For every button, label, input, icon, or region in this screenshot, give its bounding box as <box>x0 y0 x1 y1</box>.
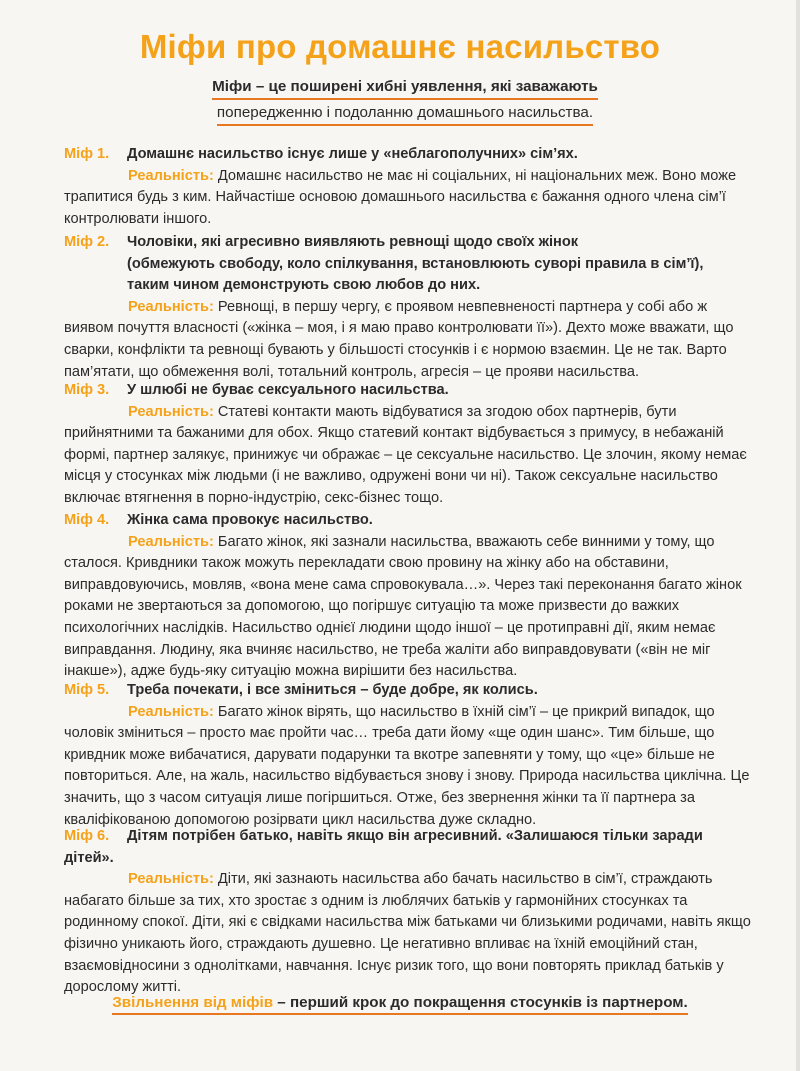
myth-heading: Міф 3. У шлюбі не буває сексуального насильства. <box>64 380 754 402</box>
myth-heading-cont: таким чином демонструють свою любов до них. <box>127 277 481 294</box>
myth-number: Міф 1. <box>64 146 110 162</box>
myth-heading: Міф 5. Треба почекати, і все зміниться – буде добре, як колись. <box>64 680 754 702</box>
myth-number: Міф 4. <box>64 512 110 528</box>
reality-label: Реальність: <box>128 533 214 550</box>
myth-reality: Реальність: Багато жінок вірять, що насильство в їхній сім’ї – це прикрий випадок, що чоловік зміниться – просто має пройти час… треба дати йому «ще один шанс». Тим більше, що кривдник може вибачатися, дарувати подарунки та вкотре запевняти у тому, що «це» більше не повториться. Але, на жаль, насильство відбувається знову і знову. Природа насильства циклічна. Це значить, що з часом ситуація лише погіршиться. Отже, без звернення жінки та її партнера за кваліфікованою допомогою розірвати цикл насильства дуже складно. <box>64 703 750 828</box>
myth-reality: Реальність: Багато жінок, які зазнали насильства, вважають себе винними у тому, що сталося. Кривдники також можуть перекладати свою провину на жінку або на обставини, виправдовуючись, мовляв, «вона мене сама спровокувала…». Через такі переконання багато жінок роками не звертаються за допомогою, що погіршує ситуацію та може призвести до важких психологічних наслідків. Насильство однієї людини щодо іншої – це протиправні дії, яким немає виправдання. Людину, яка вчиняє насильство, не треба жаліти або виправдовувати («він не міг інакше»), адже будь-яку ситуацію можна вирішити без насильства. <box>64 533 742 680</box>
myth-number: Міф 6. <box>64 828 110 844</box>
myth-6 <box>64 826 754 999</box>
myth-heading: Міф 2. Чоловіки, які агресивно виявляють ревнощі щодо своїх жінок <box>64 232 754 254</box>
myth-heading-cont: дітей». <box>64 849 114 866</box>
myth-number: Міф 3. <box>64 382 110 398</box>
myth-heading: Міф 1. Домашнє насильство існує лише у «неблагополучних» сім’ях. <box>64 144 754 166</box>
myth-number: Міф 5. <box>64 682 110 698</box>
intro-line-2: попередженню і подоланню домашнього насильства. <box>217 102 593 126</box>
page-edge <box>796 0 800 1071</box>
myth-number: Міф 2. <box>64 234 110 250</box>
myth-heading: Міф 4. Жінка сама провокує насильство. <box>64 510 754 532</box>
myth-2 <box>64 232 754 383</box>
reality-label: Реальність: <box>128 298 214 315</box>
myth-reality: Реальність: Статеві контакти мають відбуватися за згодою обох партнерів, бути прийнятними та бажаними для обох. Якщо статевий контакт відбувається з примусу, в небажаній формі, партнер залякує, принижує чи ображає – це сексуальне насильство. Це злочин, якому немає місця у стосунках між людьми (і не важливо, одружені вони чи ні). Також сексуальне насильство включає втягнення в порно-індустрію, секс-бізнес тощо. <box>64 403 747 506</box>
myth-5 <box>64 680 754 831</box>
page-title: Міфи про домашнє насильство <box>139 28 661 65</box>
closing-lead: Звільнення від міфів <box>112 994 274 1011</box>
intro-line-1: Міфи – це поширені хибні уявлення, які заважають <box>212 76 598 100</box>
myth-heading-cont: (обмежують свободу, коло спілкування, встановлюють суворі правила в сім’ї), <box>127 255 704 272</box>
closing-rest: – перший крок до покращення стосунків із партнером. <box>273 994 688 1011</box>
myth-reality: Реальність: Діти, які зазнають насильства або бачать насильство в сім’ї, страждають набагато більше за тих, хто зростає з одним із люблячих батьків у гармонійних стосунках та родинному спокої. Діти, які є свідками насильства між батьками чи близькими родичами, навіть якщо фізично уникають його, страждають душевно. Це негативно впливає на їхній емоційний стан, взаємовідносини з однолітками, навчання. Існує ризик того, що вони повторять приклад батьків у дорослому житті. <box>64 871 751 996</box>
reality-label: Реальність: <box>128 167 214 184</box>
reality-label: Реальність: <box>128 403 214 420</box>
reality-label: Реальність: <box>128 703 214 720</box>
closing-statement <box>0 994 800 1011</box>
myth-1 <box>64 144 754 230</box>
myth-3 <box>64 380 754 510</box>
myth-heading: Міф 6. Дітям потрібен батько, навіть якщо він агресивний. «Залишаюся тільки заради <box>64 826 754 848</box>
closing-underline <box>112 994 688 1015</box>
intro-definition <box>205 76 605 128</box>
myth-reality: Реальність: Домашнє насильство не має ні соціальних, ні національних меж. Воно може трапитися будь з ким. Найчастіше основою домашнього насильства є бажання одного члена сім’ї контролювати іншого. <box>64 167 737 227</box>
reality-label: Реальність: <box>128 871 214 888</box>
myth-reality: Реальність: Ревнощі, в першу чергу, є проявом невпевненості партнера у собі або ж виявом почуття власності («жінка – моя, і я маю право контролювати її»). Дехто може вважати, що сварки, конфлікти та ревнощі бувають у більшості стосунків і є нормою взаємин. Це не так. Варто пам’ятати, що обмеження волі, тотальний контроль, агресія – це прояви насильства. <box>64 298 734 380</box>
myth-4 <box>64 510 754 683</box>
